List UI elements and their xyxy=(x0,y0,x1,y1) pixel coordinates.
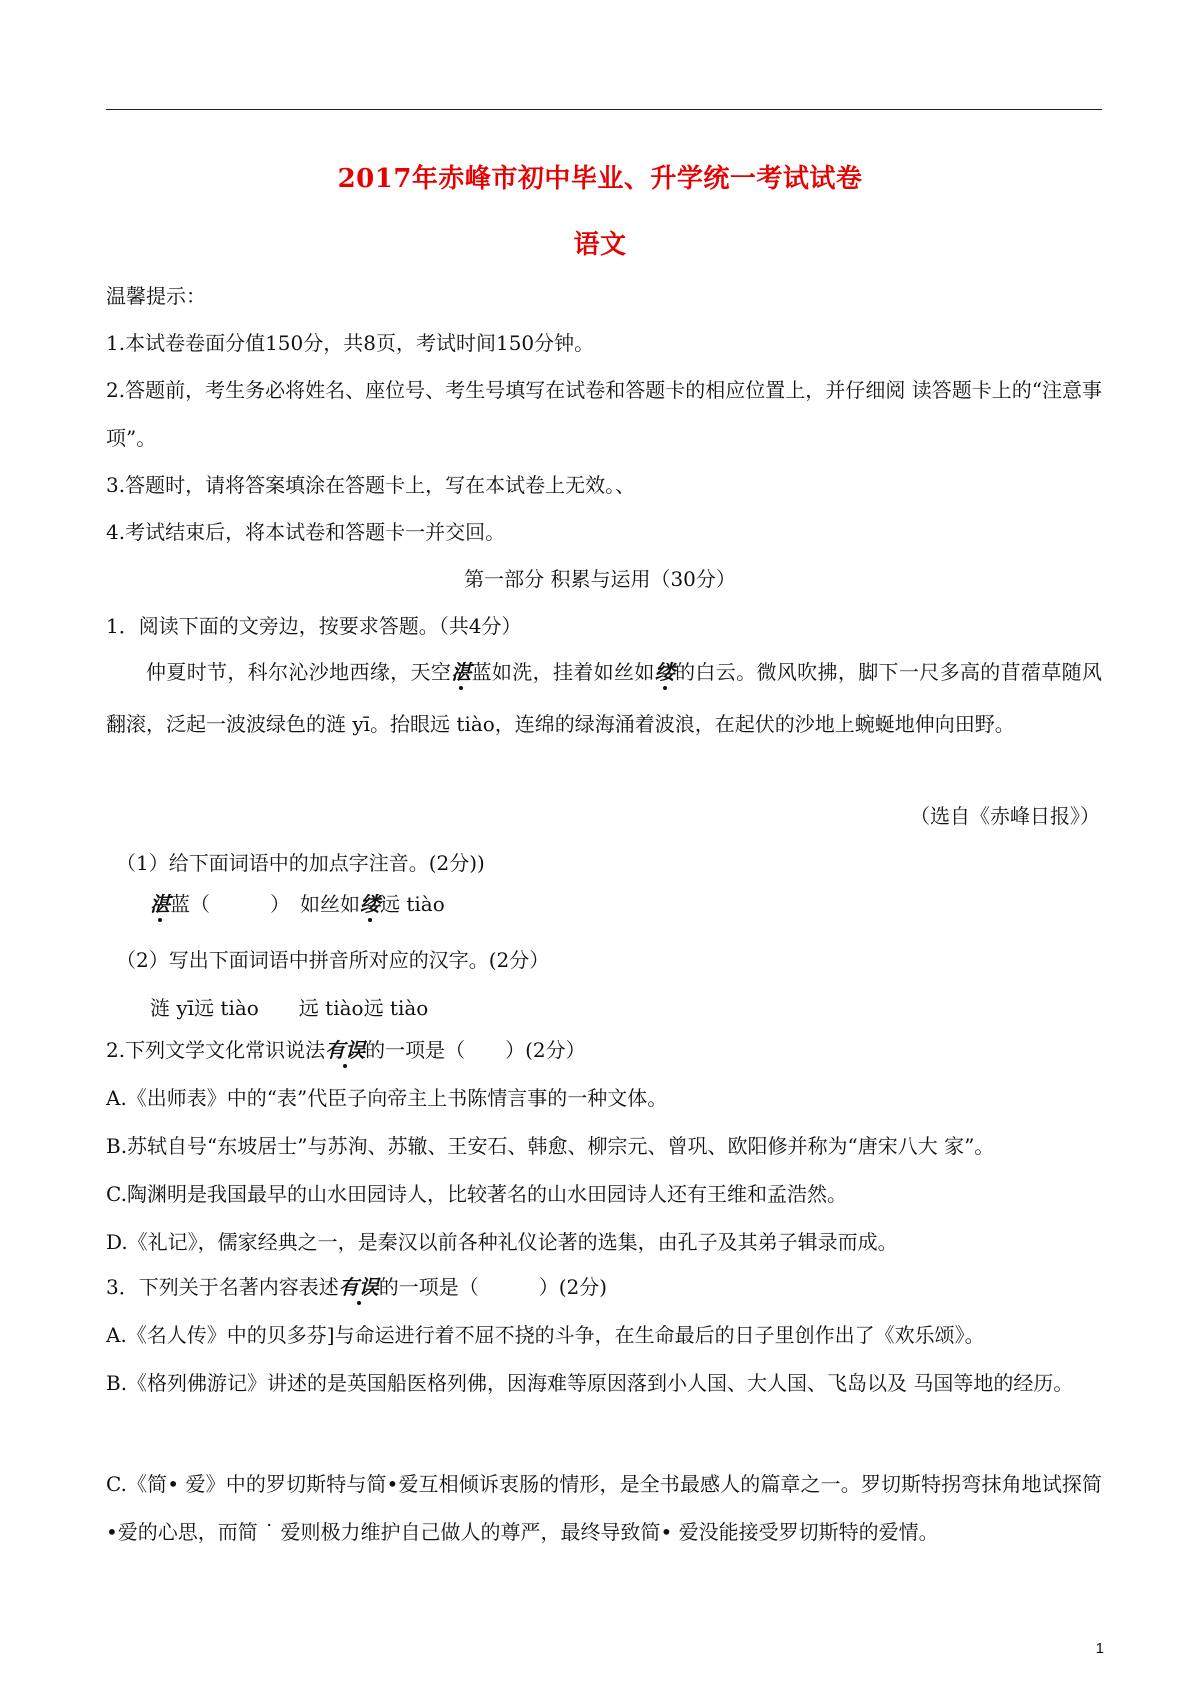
stem-text: 的一项是（ ）(2分） xyxy=(365,1038,586,1062)
question-2-option-c: C.陶渊明是我国最早的山水田园诗人，比较著名的山水田园诗人还有王维和孟浩然。 xyxy=(106,1182,847,1206)
question-2-option-a: A.《出师表》中的“表”代臣子向帝主上书陈情言事的一种文体。 xyxy=(106,1086,668,1110)
dotted-character: 缕 xyxy=(360,892,380,916)
subject-title: 语文 xyxy=(573,230,627,260)
notice-item-3: 3.答题时，请将答案填涂在答题卡上，写在本试卷上无效。、 xyxy=(106,473,636,497)
passage-source: （选自《赤峰日报》） xyxy=(910,804,1100,828)
dotted-character: 湛 xyxy=(451,660,472,684)
question-1-sub-1-items xyxy=(150,892,445,916)
notice-item-2: 2.答题前，考生务必将姓名、座位号、考生号填写在试卷和答题卡的相应位置上，并仔细阅 读答题卡上的“注意事项”。 xyxy=(106,378,1102,450)
dotted-character: 湛 xyxy=(150,892,170,916)
dotted-character: 缕 xyxy=(654,660,676,684)
stem-text: 2.下列文学文化常识说法 xyxy=(106,1038,326,1062)
question-1-sub-2-items: 涟 yī远 tiào 远 tiào远 tiào xyxy=(150,996,429,1020)
notice-item-4: 4.考试结束后，将本试卷和答题卡一并交回。 xyxy=(106,520,506,544)
question-1-sub-2: （2）写出下面词语中拼音所对应的汉字。(2分） xyxy=(116,948,550,972)
header-rule xyxy=(106,109,1102,110)
exam-title: 2017年赤峰市初中毕业、升学统一考试试卷 xyxy=(337,164,863,194)
section-heading: 第一部分 积累与运用（30分） xyxy=(464,567,736,591)
question-2-stem xyxy=(106,1038,586,1062)
question-1-passage xyxy=(106,646,1102,750)
page-number: 1 xyxy=(1095,1640,1104,1657)
question-2-option-b: B.苏轼自号“东坡居士”与苏洵、苏辙、王安石、韩愈、柳宗元、曾巩、欧阳修并称为“唐宋八大 家”。 xyxy=(106,1134,995,1158)
notice-item-1: 1.本试卷卷面分值150分，共8页，考试时间150分钟。 xyxy=(106,331,595,355)
stem-text: 3．下列关于名著内容表述 xyxy=(106,1275,339,1299)
question-3-stem xyxy=(106,1275,607,1299)
question-3-option-b: B.《格列佛游记》讲述的是英国船医格列佛，因海难等原因落到小人国、大人国、飞岛以及 马国等地的经历。 xyxy=(106,1371,1074,1395)
item-text: 蓝（ ） 如丝如 xyxy=(170,892,360,916)
passage-text: 蓝如洗，挂着如丝如 xyxy=(471,660,655,684)
question-3-option-a: A.《名人传》中的贝多芬]与命运进行着不屈不挠的斗争，在生命最后的日子里创作出了《欢乐颂》。 xyxy=(106,1323,985,1347)
question-2-option-d: D.《礼记》，儒家经典之一，是秦汉以前各种礼仪论著的选集，由孔子及其弟子辑录而成。 xyxy=(106,1230,898,1254)
passage-text: 的白云。微风吹拂，脚下一尺多高的苜蓿草随风翻滚，泛起一波波绿色的涟 yī。抬眼远 tiào，连绵的绿海涌着波浪，在起伏的沙地上蜿蜒地伸向田野。 xyxy=(106,660,1103,736)
dotted-emphasis: 有误 xyxy=(325,1038,366,1062)
item-text: 远 tiào xyxy=(380,892,445,916)
stem-text: 的一项是（ ）(2分) xyxy=(378,1275,608,1299)
notice-heading: 温馨提示： xyxy=(106,284,206,308)
question-1-stem: 1．阅读下面的文旁边，按要求答题。（共4分） xyxy=(106,614,522,638)
question-3-option-c: C.《简• 爱》中的罗切斯特与简•爱互相倾诉衷肠的情形，是全书最感人的篇章之一。罗切斯特拐弯抹角地试探简•爱的心思，而简 ˙ 爱则极力维护自己做人的尊严，最终导致简• 爱没能接受罗切斯特的爱情。 xyxy=(106,1472,1102,1544)
dotted-emphasis: 有误 xyxy=(338,1275,379,1299)
passage-text: 仲夏时节，科尔沁沙地西缘，天空 xyxy=(146,660,452,684)
question-1-sub-1: （1）给下面词语中的加点字注音。(2分)) xyxy=(116,851,485,875)
